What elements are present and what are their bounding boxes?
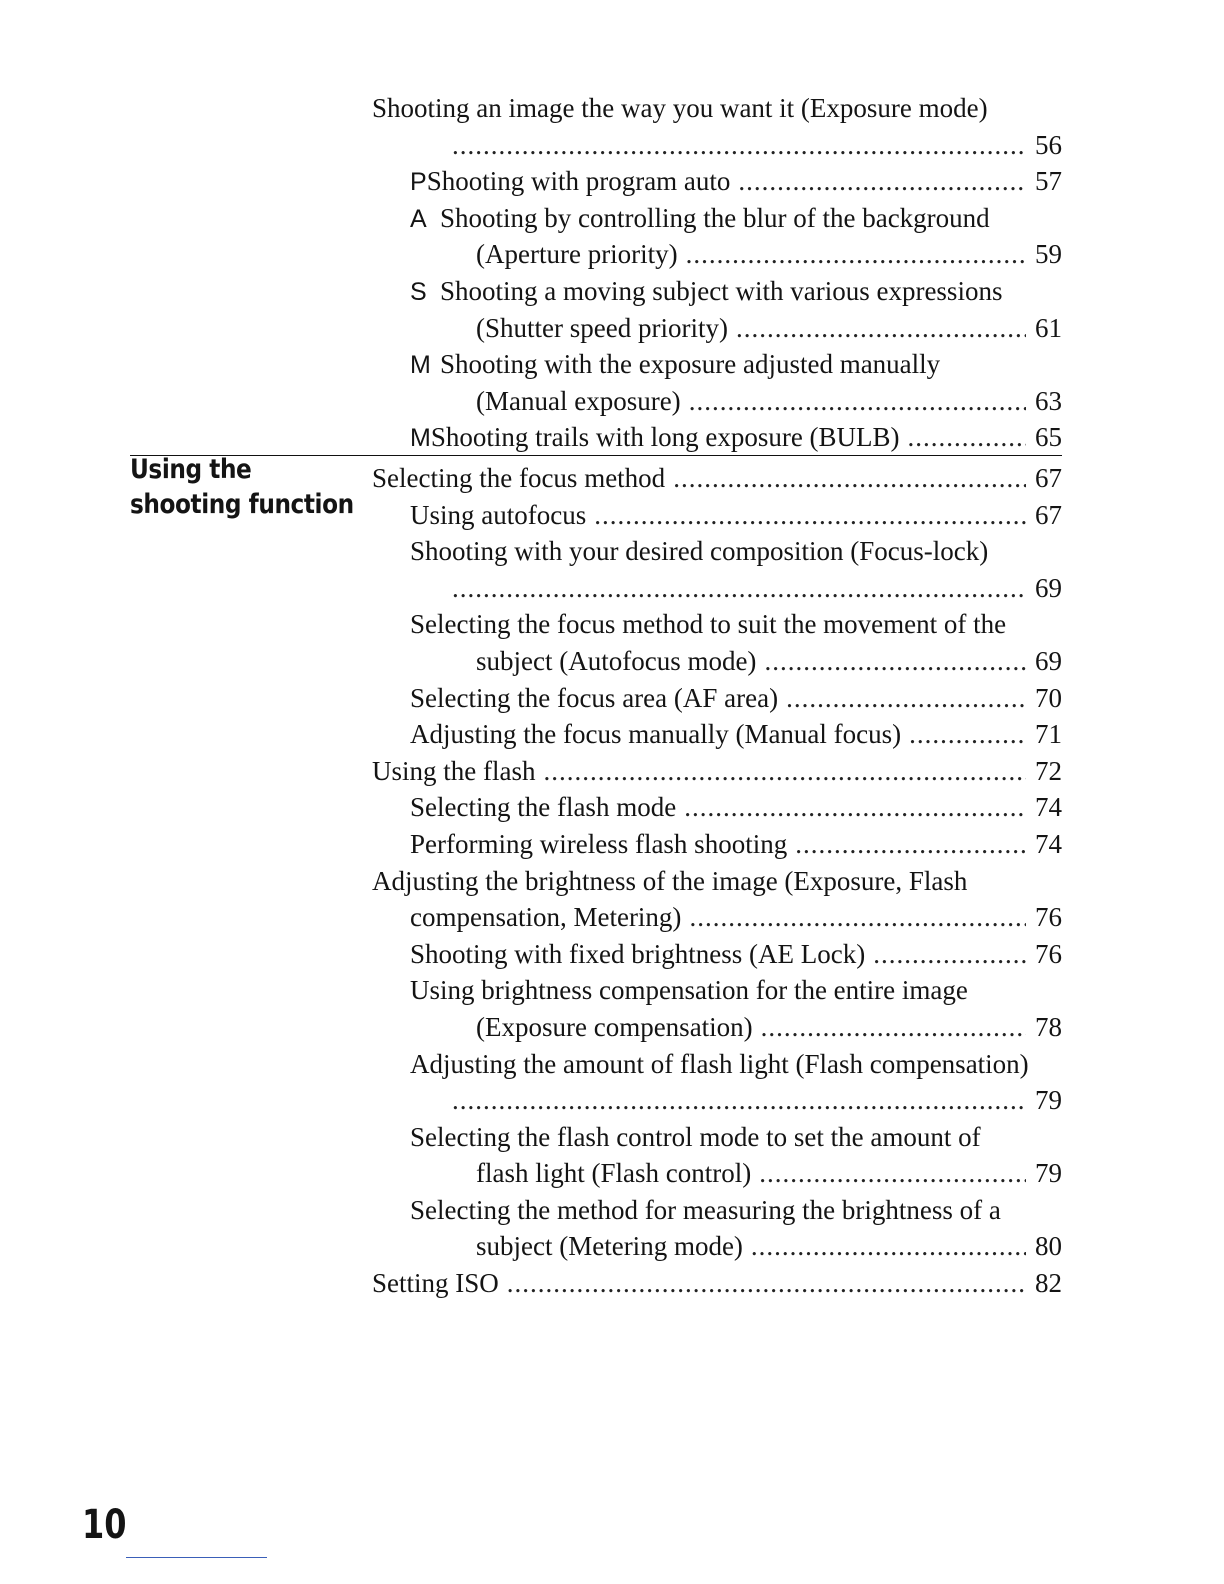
toc-entry-leader[interactable] [372,1082,1062,1119]
page-ref: 69 [1035,572,1062,603]
section-title [130,452,354,522]
toc-entry-continuation[interactable]: (Aperture priority) ..... 59 [372,236,1062,273]
toc-entry-autofocus[interactable]: Using autofocus ..... 67 [372,497,1062,534]
page-ref: 72 [1035,755,1062,786]
page-ref: 56 [1035,129,1062,160]
mode-letter: A [410,204,427,233]
page-ref: 78 [1035,1011,1062,1042]
page-ref: 67 [1035,463,1062,493]
toc-entry-af-area[interactable]: Selecting the focus area (AF area) ..... 70 [372,680,1062,717]
toc-entry-aperture-priority[interactable]: A Shooting by controlling the blur of the background [372,200,1062,237]
toc-entry[interactable]: Shooting an image the way you want it (Exposure mode) [372,93,988,123]
page-ref: 71 [1035,719,1062,750]
page-ref: 63 [1035,385,1062,416]
page-ref: 65 [1035,422,1062,453]
page-ref: 79 [1035,1085,1062,1116]
mode-letter: M [410,351,431,380]
toc-entry-iso[interactable]: Setting ISO ..... 82 [372,1265,1062,1302]
toc-entry-focus-method[interactable]: Selecting the focus method ..... 67 [372,460,1062,497]
toc-entry-continuation[interactable]: subject (Autofocus mode) ..... 69 [372,643,1062,680]
toc-entry-shutter-priority[interactable]: S Shooting a moving subject with various expressions [372,273,1062,310]
page-ref: 76 [1035,938,1062,969]
toc-entry-flash[interactable]: Using the flash ..... 72 [372,753,1062,790]
page-ref: 70 [1035,682,1062,713]
toc-entry-program-auto[interactable]: P Shooting with program auto ..... 57 [372,163,1062,200]
toc-entry-continuation[interactable]: (Manual exposure) ..... 63 [372,383,1062,420]
toc-entry-manual-exposure[interactable]: M Shooting with the exposure adjusted manually [372,346,1062,383]
toc-entry-continuation[interactable]: compensation, Metering) ..... 76 [372,899,1062,936]
toc-entry-wireless-flash[interactable]: Performing wireless flash shooting ..... 74 [372,826,1062,863]
toc-entry-flash-mode[interactable]: Selecting the flash mode ..... 74 [372,789,1062,826]
toc-entry-leader[interactable] [372,127,1062,164]
page-ref: 67 [1035,499,1062,530]
toc-shooting-function [372,460,1062,1302]
page-ref: 59 [1035,239,1062,270]
toc-entry-leader[interactable] [372,570,1062,607]
toc-entry-continuation[interactable]: (Shutter speed priority) ..... 61 [372,310,1062,347]
toc-entry-flash-control[interactable]: Selecting the flash control mode to set the amount of [410,1121,981,1152]
page-ref: 79 [1035,1158,1062,1189]
toc-entry-ae-lock[interactable]: Shooting with fixed brightness (AE Lock) ..... 76 [372,936,1062,973]
mode-letter: M [410,424,431,453]
toc-entry-manual-focus[interactable]: Adjusting the focus manually (Manual focus) ..... 71 [372,716,1062,753]
toc-entry-continuation[interactable]: flash light (Flash control) ..... 79 [372,1155,1062,1192]
toc-entry-exposure-compensation[interactable]: Using brightness compensation for the entire image [410,975,968,1006]
toc-exposure-modes [372,90,1062,456]
toc-entry-continuation[interactable]: subject (Metering mode) ..... 80 [372,1228,1062,1265]
section-title-line2: shooting function [130,489,354,520]
footer-rule [126,1557,267,1558]
toc-entry-autofocus-mode[interactable]: Selecting the focus method to suit the movement of the [410,609,1007,640]
page-ref: 76 [1035,902,1062,933]
page-ref: 74 [1035,828,1062,859]
toc-entry-metering-mode[interactable]: Selecting the method for measuring the brightness of a [410,1194,1001,1225]
page-ref: 74 [1035,792,1062,823]
page-ref: 61 [1035,312,1062,343]
toc-entry-brightness[interactable]: Adjusting the brightness of the image (Exposure, Flash [372,865,968,896]
toc-entry-bulb[interactable]: M Shooting trails with long exposure (BULB) ..... 65 [372,419,1062,456]
page-ref: 69 [1035,645,1062,676]
page-ref: 82 [1035,1268,1062,1299]
toc-entry-focus-lock[interactable]: Shooting with your desired composition (Focus-lock) [410,536,989,567]
page-ref: 80 [1035,1231,1062,1262]
section-title-line1: Using the [130,454,252,485]
mode-letter: S [410,277,427,306]
toc-entry-continuation[interactable]: (Exposure compensation) ..... 78 [372,1009,1062,1046]
page-number: 10 [82,1502,127,1548]
page-ref: 57 [1035,166,1062,197]
toc-entry-flash-compensation[interactable]: Adjusting the amount of flash light (Flash compensation) [410,1048,1029,1079]
mode-letter: P [410,168,427,197]
